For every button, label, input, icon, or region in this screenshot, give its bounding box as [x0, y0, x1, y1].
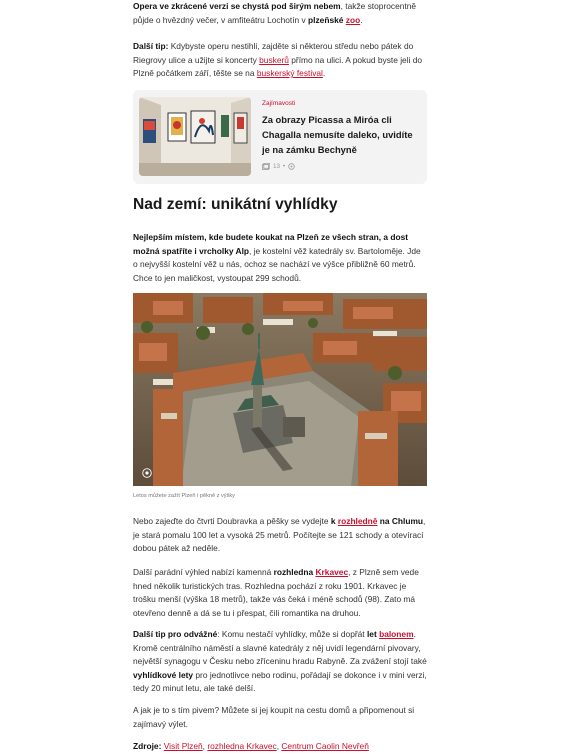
related-article-card[interactable]	[133, 90, 427, 184]
cathedral-paragraph: Nejlepším místem, kde budete koukat na Plzeň ze všech stran, a dost možná spatříte i vrcholky Alp, je kostelní věž katedrály sv. Bartoloměje. Jde o nejvyšší kostelní věž u nás, ochoz se nachází ve výšce přibližně 60 metrů. Chce to jen maličkost, vystoupat 299 schodů.	[133, 232, 421, 283]
article-meta	[262, 163, 295, 170]
photo-caption: Letos můžete zažít Plzeň i pěkně z výšky	[133, 493, 235, 499]
article-thumbnail	[139, 97, 251, 176]
doubravka-paragraph: Nebo zajeďte do čtvrti Doubravka a pěšky se vydejte k rozhledně na Chlumu, je stará pomalu 100 let a vysoká 25 metrů. Počítejte se 121 schody a otevírací dobou pátek až neděle.	[133, 516, 426, 554]
tip-paragraph: Další tip: Kdybyste operu nestihli, zajděte si některou středu nebo pátek do Riegrovy ulice a užijte si koncerty buskerů přímo na ulici. A pokud byste jeli do Plzně počátkem září, těšte se na buskerský festival.	[133, 41, 423, 79]
krkavec-paragraph: Další parádní výhled nabízí kamenná rozhledna Krkavec, z Plzně sem vede hned několik turistických tras. Rozhledna pochází z roku 1901. Krkavec je trošku menší (výška 18 metrů), takže vás čeká i méně schodů (98). Zato má otevřeno denně a dá se tu i přespat, čili romantika na druhou.	[133, 567, 419, 618]
photo-count: 13	[273, 163, 281, 170]
comment-icon	[288, 163, 295, 170]
busker-festival-link[interactable]: buskerský festival	[256, 68, 323, 79]
article-category[interactable]: Zajímavosti	[262, 100, 296, 107]
balloon-paragraph: Další tip pro odvážné: Komu nestačí vyhlídky, může si dopřát let balonem. Kromě centrálního náměstí a slavné katedrály z něj uvidí legendární pivovary, největší synagogu v Česku nebo zříceninu hradu Rabyně. Za zvážení stojí také vyhlídkové lety pro jednotlivce nebo rodinu, pořádají se dokonce i v mini verzi, tedy 20 minut letu, ale také delší.	[133, 629, 427, 694]
rozhledna-chlum-link[interactable]: rozhledně	[337, 516, 378, 526]
zoo-link[interactable]: zoo	[345, 14, 361, 25]
source-visit-plzen-link[interactable]: Visit Plzeň	[163, 741, 203, 751]
buskers-link[interactable]: buskerů	[259, 54, 289, 65]
balloon-link[interactable]: balonem	[379, 629, 414, 639]
gallery-icon	[262, 163, 270, 170]
beer-paragraph: A jak je to s tím pivem? Můžete si jej koupit na cestu domů a připomenout si zajímavý výlet.	[133, 705, 415, 729]
section-heading: Nad zemí: unikátní vyhlídky	[133, 196, 338, 213]
sources-line: Zdroje: Visit Plzeň, rozhledna Krkavec, Centrum Caolin Nevřeň	[133, 741, 369, 751]
intro-paragraph: Opera ve zkrácené verzi se chystá pod širým nebem, takže stoprocentně půjde o hvězdný večer, v amfiteátru Lochotín v plzeňské zoo.	[133, 1, 417, 25]
gallery-icon[interactable]	[142, 468, 152, 478]
aerial-photo-plzen[interactable]	[133, 293, 427, 486]
meta-separator: •	[283, 163, 286, 170]
article-title[interactable]: Za obrazy Picassa a Miróa cli Chagalla nemusíte daleko, uvidíte je na zámku Bechyně	[262, 114, 413, 155]
krkavec-link[interactable]: Krkavec	[315, 567, 349, 577]
source-caolin-link[interactable]: Centrum Caolin Nevřeň	[281, 741, 369, 751]
source-krkavec-link[interactable]: rozhledna Krkavec	[207, 741, 277, 751]
